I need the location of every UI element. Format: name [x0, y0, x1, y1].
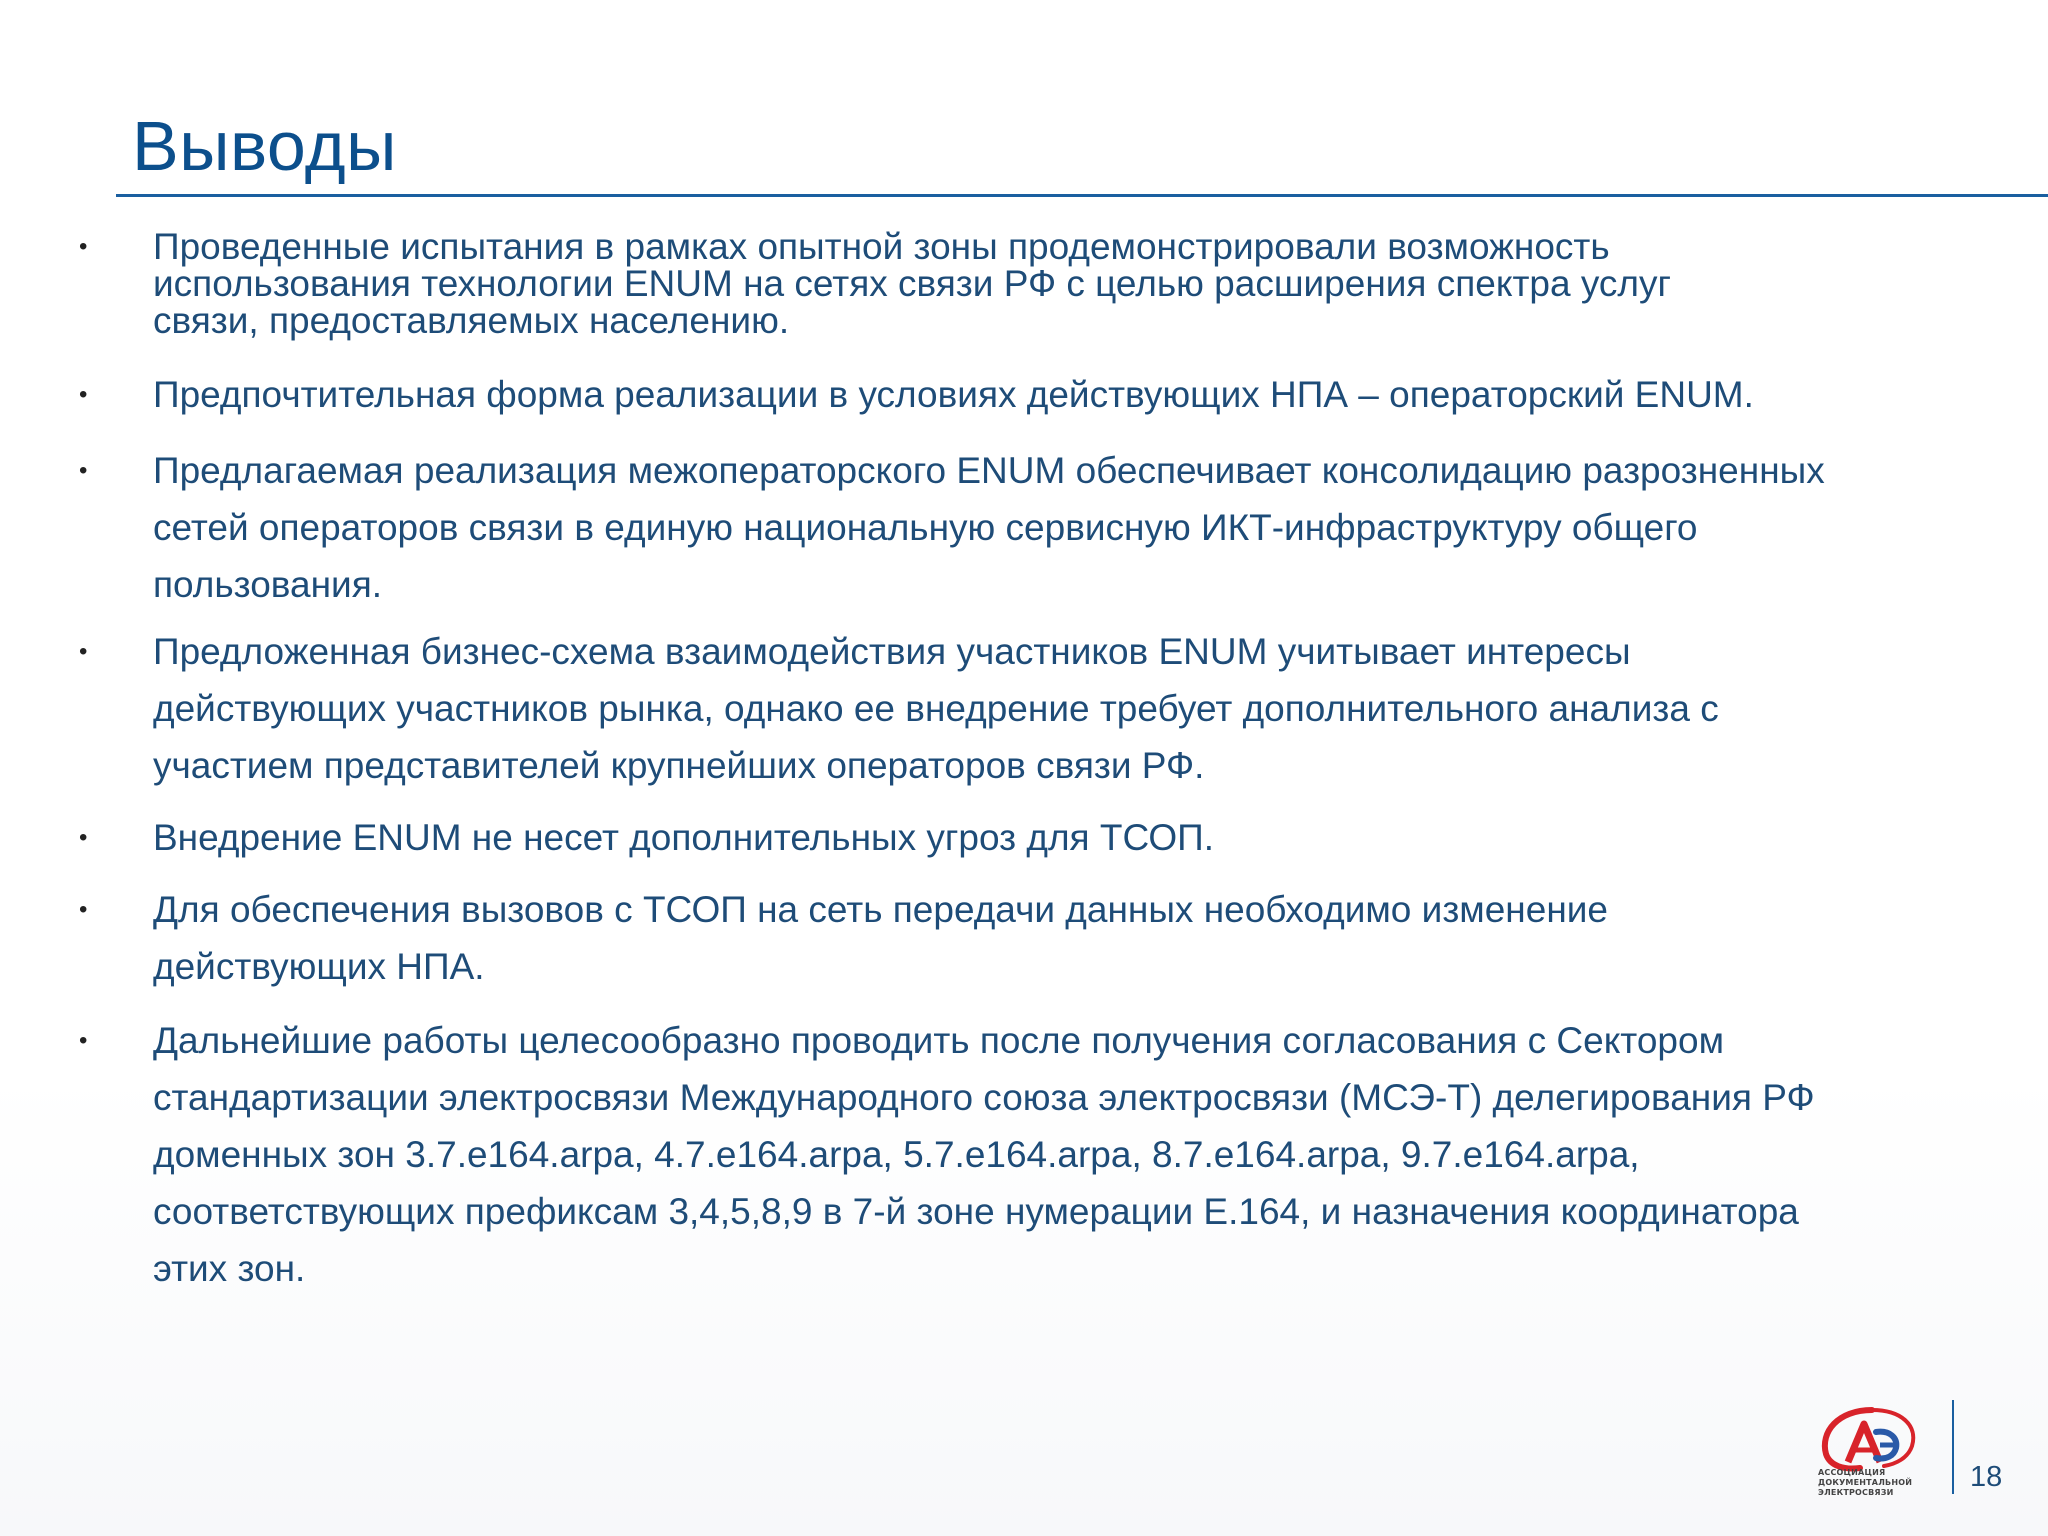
bullet-marker: • [79, 638, 88, 665]
bullet-marker: • [79, 457, 88, 484]
bullet-item-5 [79, 809, 2013, 866]
bullet-marker: • [79, 381, 88, 408]
bullet-item-6 [79, 881, 2013, 995]
title-underline [116, 194, 2048, 197]
bullet-text: Внедрение ENUM не несет дополнительных угроз для ТСОП. [153, 817, 1215, 858]
bullet-text: Предложенная бизнес-схема взаимодействия участников ENUM учитывает интересы действующих участников рынка, однако ее внедрение требует дополнительного анализа с участием представителей крупнейших операторов связи РФ. [153, 631, 1719, 786]
bullet-text: Предпочтительная форма реализации в условиях действующих НПА – операторский ENUM. [153, 374, 1754, 415]
page-number: 18 [1970, 1461, 2003, 1493]
bullet-marker: • [79, 896, 88, 923]
bullet-marker: • [79, 1027, 88, 1054]
bullet-text: Для обеспечения вызовов с ТСОП на сеть передачи данных необходимо изменение действующих НПА. [153, 889, 1608, 987]
bullet-item-7 [79, 1012, 2013, 1297]
bullet-text: Предлагаемая реализация межоператорского ENUM обеспечивает консолидацию разрозненных сетей операторов связи в единую национальную сервисную ИКТ-инфраструктуру общего пользования. [153, 450, 1825, 605]
bullet-item-2 [79, 373, 2013, 417]
logo-caption: АССОЦИАЦИЯ ДОКУМЕНТАЛЬНОЙ ЭЛЕКТРОСВЯЗИ [1818, 1468, 1913, 1497]
bullet-item-3 [79, 442, 2013, 613]
slide-title: Выводы [132, 107, 397, 185]
bullet-text: Дальнейшие работы целесообразно проводить после получения согласования с Сектором стандартизации электросвязи Международного союза электросвязи (МСЭ-Т) делегирования РФ доменных зон 3.7.е164.arpa, 4.7.е164.arpa, 5.7.е164.arpa, 8.7.е164.arpa, 9.7.е164.arpa, соответствующих префиксам 3,4,5,8,9 в 7-й зоне нумерации Е.164, и назначения координатора этих зон. [153, 1020, 1815, 1289]
footer-divider [1952, 1400, 1954, 1494]
bullet-item-1 [79, 226, 2013, 341]
bullet-marker: • [79, 233, 88, 260]
bullet-text: Проведенные испытания в рамках опытной зоны продемонстрировали возможность использования технологии ENUM на сетях связи РФ с целью расширения спектра услуг связи, предоставляемых населению. [153, 226, 1672, 341]
bullet-marker: • [79, 824, 88, 851]
bullet-item-4 [79, 623, 2013, 794]
